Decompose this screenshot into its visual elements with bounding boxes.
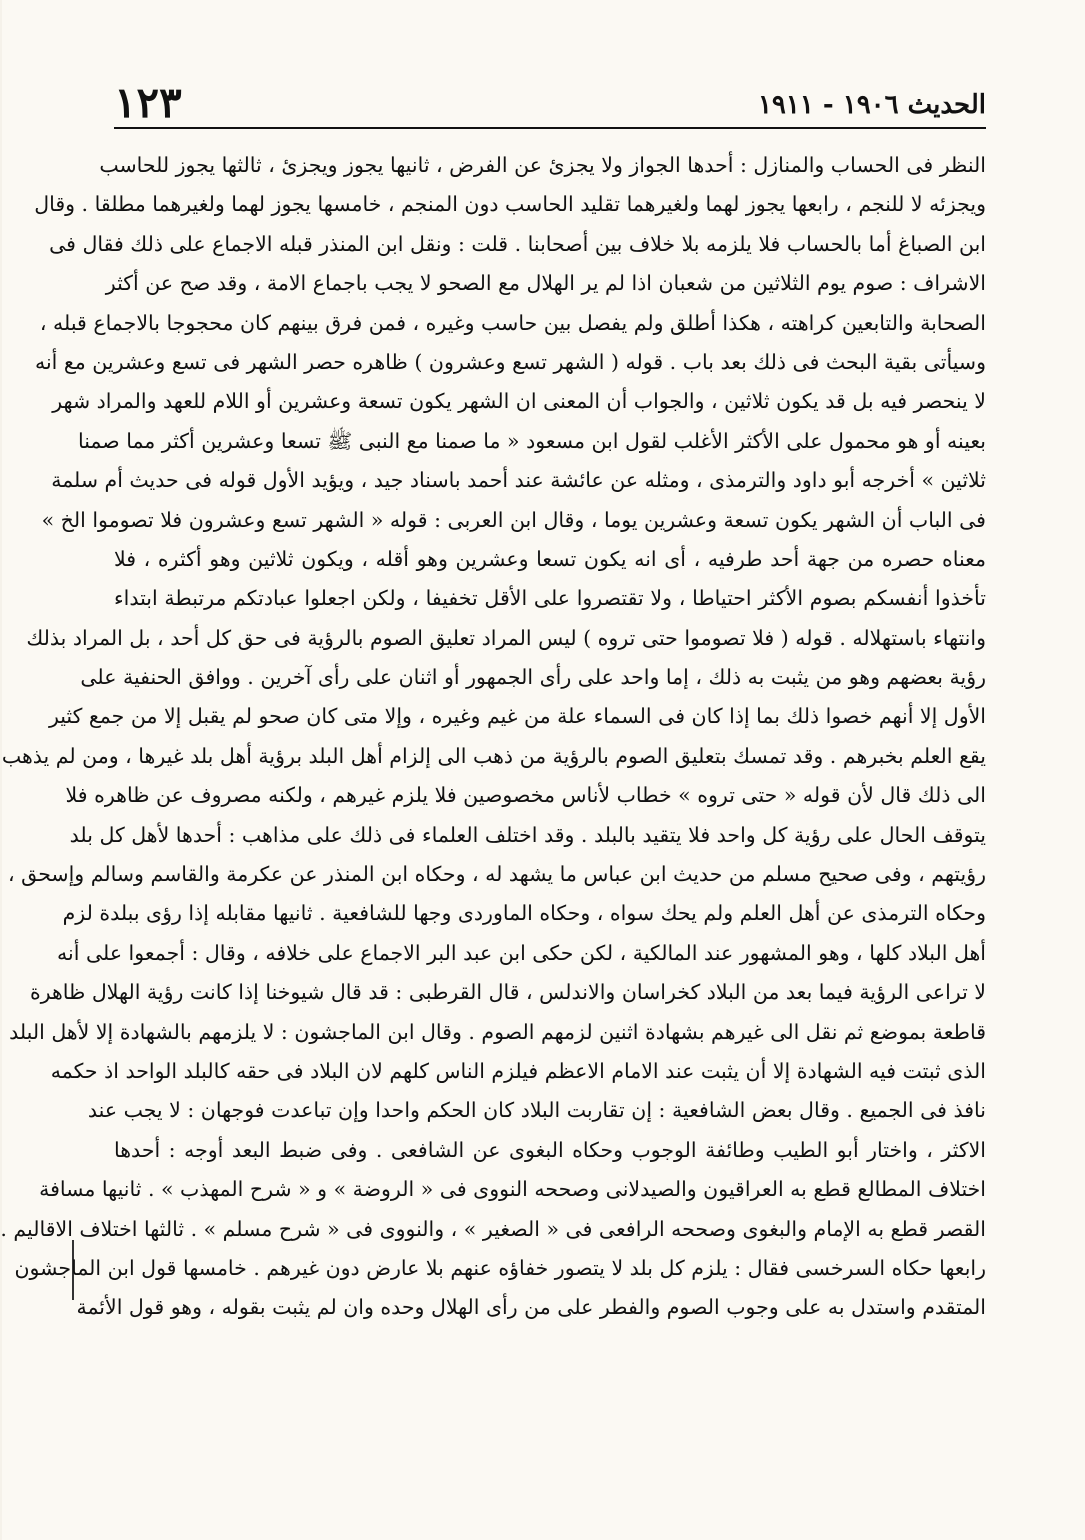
page-header [114,80,986,126]
text-line: القصر قطع به الإمام والبغوى وصححه الرافعى فى « الصغير » ، والنووى فى « شرح مسلم » . ثالثها اختلاف الاقاليم . [0,1216,986,1241]
page-number: ١٢٣ [114,78,182,127]
text-line: المتقدم واستدل به على وجوب الصوم والفطر على من رأى الهلال وحده وان لم يثبت بقوله ، وهو قول الأئمة [76,1295,986,1320]
text-line: الاشراف : صوم يوم الثلاثين من شعبان اذا لم ير الهلال مع الصحو لا يجب باجماع الامة ، وقد صح عن أكثر [105,271,986,296]
text-line: وحكاه الترمذى عن أهل العلم ولم يحك سواه ، وحكاه الماوردى وجها للشافعية . ثانيها مقابله إذا رؤى ببلدة لزم [62,901,986,926]
text-line: لا تراعى الرؤية فيما بعد من البلاد كخراسان والاندلس ، قال القرطبى : قد قال شيوخنا إذا كانت رؤية الهلال ظاهرة [29,980,986,1005]
text-line: الأول إلا أنهم خصوا ذلك بما إذا كان فى السماء علة من غيم وغيره ، وإلا متى كان صحو لم يقبل إلا من جمع كثير [48,704,986,729]
text-line: أهل البلاد كلها ، وهو المشهور عند المالكية ، لكن حكى ابن عبد البر الاجماع على خلافه ، وقال : أجمعوا على أنه [57,940,986,965]
text-line: رؤيتهم ، وفى صحيح مسلم من حديث ابن عباس ما يشهد له ، وحكاه ابن المنذر عن عكرمة والقاسم وسالم وإسحق ، [7,862,986,887]
body-text [0,146,986,1328]
text-line: الاكثر ، واختار أبو الطيب وطائفة الوجوب وحكاه البغوى عن الشافعى . وفى ضبط البعد أوجه : أحدها [114,1137,986,1162]
text-line: وانتهاء باستهلاله . قوله ( فلا تصوموا حتى تروه ) ليس المراد تعليق الصوم بالرؤية فى حق كل أحد ، بل المراد بذلك [26,625,986,650]
text-line: فى الباب أن الشهر يكون تسعة وعشرين يوما ، وقال ابن العربى : قوله « الشهر تسع وعشرون فلا تصوموا الخ » [41,507,986,532]
header-rule [114,127,986,129]
text-line: اختلاف المطالع قطع به العراقيون والصيدلانى وصححه النووى فى « الروضة » و « شرح المهذب » . ثانيها مسافة [39,1177,986,1202]
text-line: النظر فى الحساب والمنازل : أحدها الجواز ولا يجزئ عن الفرض ، ثانيها يجوز ويجزئ ، ثالثها يجوز للحاسب [99,153,986,177]
page [2,0,1085,1540]
text-line: الذى ثبتت فيه الشهادة إلا أن يثبت عند الامام الاعظم فيلزم الناس كلهم لان البلاد فى حقه كالبلد الواحد اذ حكمه [50,1058,986,1083]
text-line: ثلاثين » أخرجه أبو داود والترمذى ، ومثله عن عائشة عند أحمد باسناد جيد ، ويؤيد الأول قوله فى حديث أم سلمة [51,468,986,493]
text-line: وسيأتى بقية البحث فى ذلك بعد باب . قوله ( الشهر تسع وعشرون ) ظاهره حصر الشهر فى تسع وعشرين مع أنه [34,349,986,374]
text-line: يتوقف الحال على رؤية كل واحد فلا يتقيد بالبلد . وقد اختلف العلماء فى ذلك على مذاهب : أحدها لأهل كل بلد [69,822,986,847]
running-title: الحديث ١٩٠٦ - ١٩١١ [757,90,986,120]
text-line: يقع العلم بخبرهم . وقد تمسك بتعليق الصوم بالرؤية من ذهب الى إلزام أهل البلد برؤية أهل بلد غيرها ، ومن لم يذهب [1,743,986,768]
text-line: قاطعة بموضع ثم نقل الى غيرهم بشهادة اثنين لزمهم الصوم . وقال ابن الماجشون : لا يلزمهم بالشهادة إلا لأهل البلد [9,1019,986,1044]
text-line: تأخذوا أنفسكم بصوم الأكثر احتياطا ، ولا تقتصروا على الأقل تخفيفا ، ولكن اجعلوا عبادتكم مرتبطة ابتداء [114,586,986,611]
text-line: رابعها حكاه السرخسى فقال : يلزم كل بلد لا يتصور خفاؤه عنهم بلا عارض دون غيرهم . خامسها قول ابن الماجشون [14,1255,986,1280]
text-line: رؤية بعضهم وهو من يثبت به ذلك ، إما واحد على رأى الجمهور أو اثنان على رأى آخرين . ووافق الحنفية على [80,665,986,690]
text-line: لا ينحصر فيه بل قد يكون ثلاثين ، والجواب أن المعنى ان الشهر يكون تسعة وعشرين أو اللام للعهد والمراد شهر [52,389,986,414]
text-line: بعينه أو هو محمول على الأكثر الأغلب لقول ابن مسعود « ما صمنا مع النبى ﷺ تسعا وعشرين أكثر مما صمنا [78,428,986,453]
text-line: معناه حصره من جهة أحد طرفيه ، أى انه يكون تسعا وعشرين وهو أقله ، ويكون ثلاثين وهو أكثره ، فلا [114,546,986,571]
text-line: ابن الصباغ أما بالحساب فلا يلزمه بلا خلاف بين أصحابنا . قلت : ونقل ابن المنذر قبله الاجماع على ذلك فقال فى [49,231,986,256]
text-line: الصحابة والتابعين كراهته ، هكذا أطلق ولم يفصل بين حاسب وغيره ، فمن فرق بينهم كان محجوجا بالاجماع قبله ، [39,310,986,335]
text-line: نافذ فى الجميع . وقال بعض الشافعية : إن تقاربت البلاد كان الحكم واحدا وإن تباعدت فوجهان : لا يجب عند [87,1098,986,1123]
text-line: الى ذلك قال لأن قوله « حتى تروه » خطاب لأناس مخصوصين فلا يلزم غيرهم ، ولكنه مصروف عن ظاهره فلا [65,783,986,808]
text-line: ويجزئه لا للنجم ، رابعها يجوز لهما ولغيرهما تقليد الحاسب دون المنجم ، خامسها يجوز لهما ولغيرهما مطلقا . وقال [34,192,986,217]
